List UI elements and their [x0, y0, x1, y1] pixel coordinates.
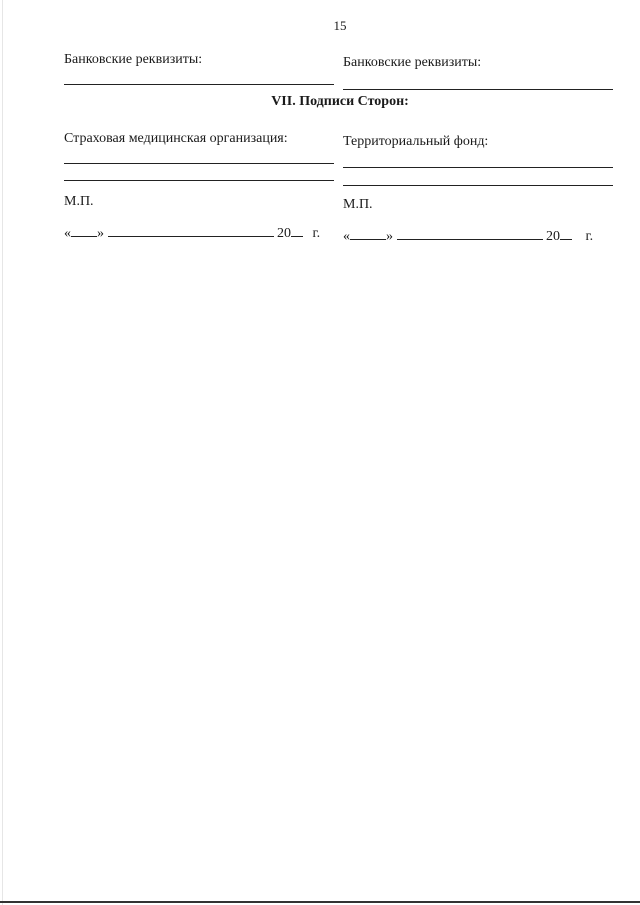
stamp-right: М.П.: [343, 197, 373, 212]
day-blank: [350, 227, 386, 240]
year-prefix: 20: [546, 229, 560, 244]
month-blank: [397, 227, 543, 240]
day-blank: [71, 224, 97, 237]
year-suffix: г.: [585, 229, 594, 244]
fund-line-1: [343, 167, 613, 168]
section-title: VII. Подписи Сторон:: [271, 94, 409, 109]
bank-details-right-label: Банковские реквизиты:: [343, 55, 482, 70]
year-suffix: г.: [312, 226, 321, 241]
bank-details-left-line: [64, 84, 334, 85]
date-close-quote: »: [97, 226, 104, 241]
bank-details-left-label: Банковские реквизиты:: [64, 52, 203, 67]
fund-label: Территориальный фонд:: [343, 134, 489, 149]
page-left-edge: [2, 0, 3, 905]
insurer-label: Страховая медицинская организация:: [64, 131, 288, 146]
stamp-left: М.П.: [64, 194, 94, 209]
date-row-left: [64, 224, 320, 242]
page-bottom-edge: [0, 901, 640, 903]
date-open-quote: «: [343, 229, 350, 244]
date-row-right: [343, 227, 593, 245]
month-blank: [108, 224, 274, 237]
year-prefix: 20: [277, 226, 291, 241]
year-blank: [291, 224, 303, 237]
fund-line-2: [343, 185, 613, 186]
bank-details-right-line: [343, 89, 613, 90]
date-close-quote: »: [386, 229, 393, 244]
year-blank: [560, 227, 572, 240]
insurer-line-1: [64, 163, 334, 164]
insurer-line-2: [64, 180, 334, 181]
date-open-quote: «: [64, 226, 71, 241]
page-number: 15: [333, 18, 347, 33]
